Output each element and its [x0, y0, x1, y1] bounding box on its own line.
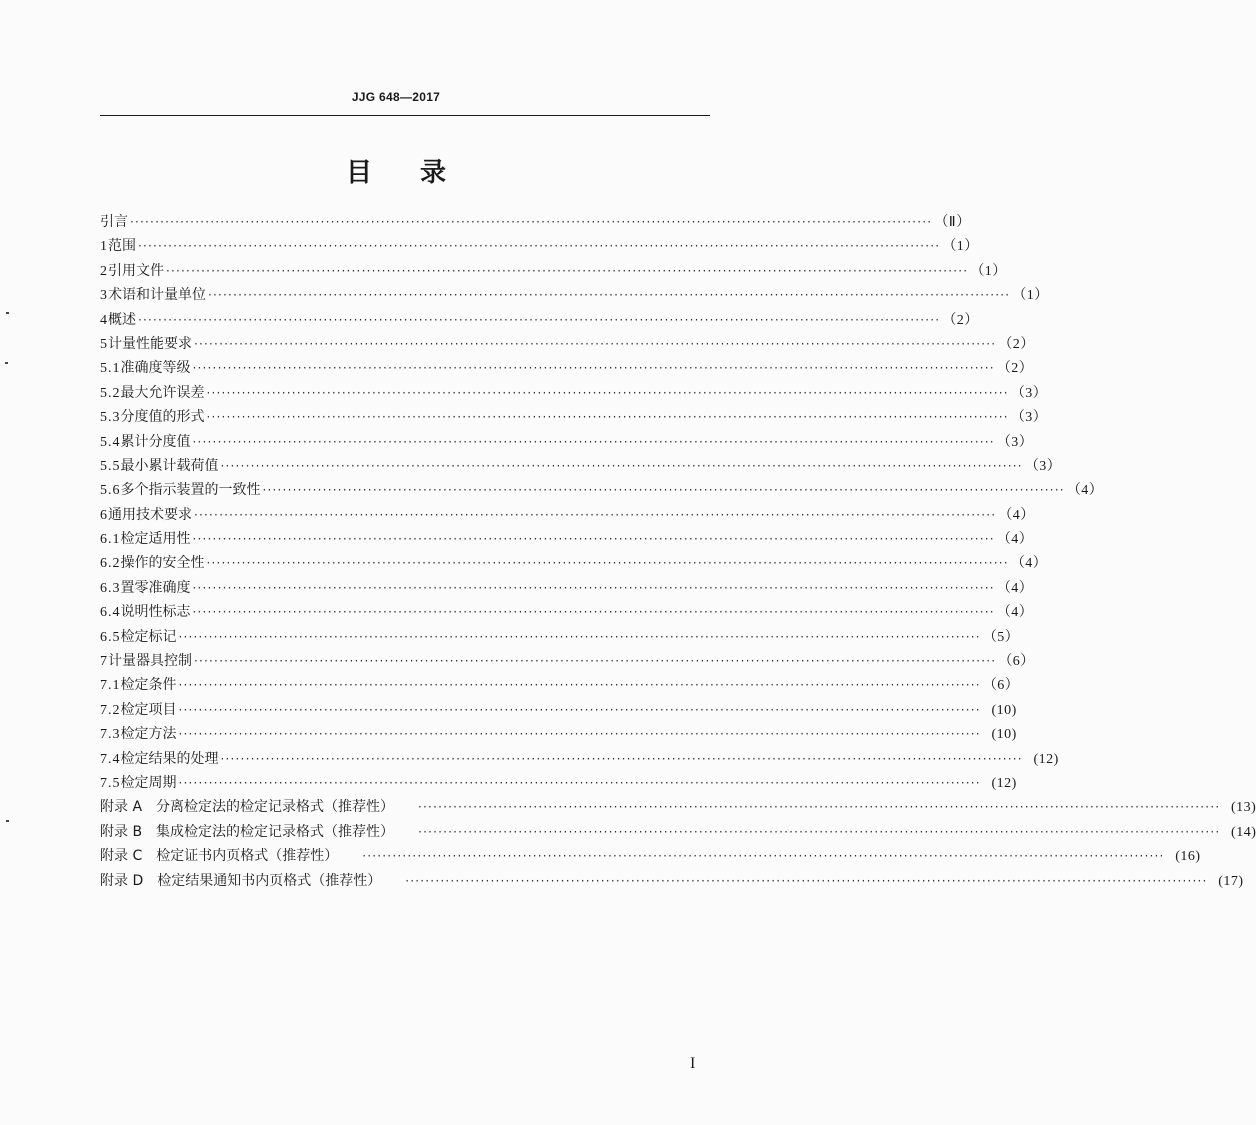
toc-entry [100, 649, 1035, 673]
toc-entry [100, 210, 971, 234]
dot-leader: ································································································································································ [192, 434, 995, 449]
toc-entry-page: （5） [982, 629, 1020, 645]
dot-leader: ································································································································································ [206, 410, 1009, 425]
toc-entry-number: 7.2 [100, 702, 121, 718]
toc-entry-label: 附录 B 集成检定法的检定记录格式（推荐性） [100, 823, 395, 840]
toc-entry [100, 283, 1049, 307]
toc-entry-number: 5 [100, 336, 108, 352]
toc-entry [100, 430, 1034, 454]
toc-entry-label: 检定项目 [120, 701, 177, 718]
dot-leader: ································································································································································ [418, 824, 1221, 839]
toc-entry-page: (10) [991, 727, 1017, 743]
dot-leader: ································································································································································ [138, 239, 941, 254]
toc-entry-label: 引用文件 [108, 262, 164, 279]
toc-entry-label: 引言 [100, 214, 128, 230]
toc-entry-page: (13) [1231, 800, 1256, 816]
dot-leader: ································································································································································ [178, 629, 981, 644]
toc-entry-page: (14) [1231, 824, 1256, 840]
dot-leader: ································································································································································ [362, 849, 1165, 864]
toc-entry-page: (16) [1175, 849, 1201, 865]
toc-entry-number: 7 [100, 654, 108, 670]
toc-entry-label: 检定条件 [120, 677, 177, 694]
scan-speck [6, 820, 9, 822]
toc-entry-number: 7.3 [100, 727, 121, 743]
toc-entry [100, 600, 1034, 624]
toc-entry-number: 6.1 [100, 532, 121, 548]
toc-entry-number: 6.4 [100, 605, 121, 621]
toc-entry-number: 2 [100, 263, 108, 279]
toc-entry-page: （1） [1012, 288, 1049, 304]
toc-entry-label: 计量性能要求 [108, 335, 192, 352]
toc-entry [100, 527, 1034, 551]
dot-leader: ································································································································································ [178, 678, 981, 693]
document-code: JJG 648—2017 [351, 90, 441, 104]
toc-entry [100, 356, 1034, 380]
toc-entry [100, 844, 1201, 868]
toc-entry-page: （3） [1010, 385, 1048, 401]
page-number: I [690, 1055, 696, 1072]
dot-leader: ································································································································································ [166, 263, 969, 278]
toc-entry-page: （6） [998, 654, 1035, 670]
dot-leader: ································································································································································ [220, 751, 1023, 766]
toc-entry [100, 478, 1104, 502]
toc-entry-page: （1） [942, 239, 979, 255]
dot-leader: ································································································································································ [138, 312, 941, 327]
toc-entry [100, 747, 1059, 771]
toc-entry-page: (17) [1218, 873, 1244, 889]
toc-entry-number: 6.3 [100, 580, 121, 596]
dot-leader: ································································································································································ [192, 605, 995, 620]
toc-entry-label: 分度值的形式 [120, 409, 205, 426]
toc-entry-number: 6.5 [100, 629, 121, 645]
toc-entry-page: （4） [998, 507, 1035, 523]
header-rule [100, 115, 710, 116]
toc-entry [100, 308, 979, 332]
toc-entry [100, 673, 1020, 697]
dot-leader: ································································································································································ [418, 800, 1221, 815]
toc-entry-label: 检定标记 [120, 628, 177, 645]
toc-entry-label: 说明性标志 [120, 604, 191, 621]
toc-entry-page: （4） [996, 580, 1034, 596]
toc-entry [100, 820, 1256, 844]
toc-entry-page: (12) [1033, 751, 1059, 767]
toc-entry-page: （2） [998, 336, 1035, 352]
toc-entry [100, 795, 1256, 819]
toc-entry-page: (10) [991, 702, 1017, 718]
toc-entry-label: 累计分度值 [120, 433, 191, 450]
toc-entry-label: 检定适用性 [120, 531, 191, 548]
dot-leader: ································································································································································ [194, 336, 997, 351]
dot-leader: ································································································································································ [194, 654, 997, 669]
dot-leader: ································································································································································ [208, 288, 1011, 303]
dot-leader: ································································································································································ [220, 458, 1023, 473]
toc-entry [100, 454, 1062, 478]
dot-leader: ································································································································································ [206, 556, 1009, 571]
toc-entry-number: 7.4 [100, 751, 121, 767]
toc-entry-page: （3） [1010, 410, 1048, 426]
toc-entry-page: （1） [970, 263, 1007, 279]
toc-entry [100, 234, 979, 258]
dot-leader: ································································································································································ [178, 702, 981, 717]
dot-leader: ································································································································································ [206, 385, 1009, 400]
toc-entry-number: 7.5 [100, 775, 121, 791]
toc-entry [100, 259, 1007, 283]
toc-entry [100, 405, 1048, 429]
toc-entry-page: （6） [982, 678, 1020, 694]
dot-leader: ································································································································································ [262, 483, 1065, 498]
toc-entry-label: 附录 C 检定证书内页格式（推荐性） [100, 848, 339, 865]
toc-entry-page: （3） [1024, 458, 1062, 474]
toc-entry [100, 381, 1048, 405]
toc-entry-number: 7.1 [100, 678, 121, 694]
toc-entry-label: 操作的安全性 [120, 555, 205, 572]
dot-leader: ································································································································································ [178, 727, 981, 742]
dot-leader: ································································································································································ [192, 532, 995, 547]
dot-leader: ································································································································································ [194, 507, 997, 522]
toc-entry-label: 准确度等级 [120, 360, 191, 377]
toc-entry-page: （2） [996, 361, 1034, 377]
toc-entry [100, 503, 1035, 527]
toc-entry [100, 576, 1034, 600]
toc-entry-label: 术语和计量单位 [108, 287, 206, 304]
toc-entry [100, 869, 1244, 893]
toc-entry-number: 5.1 [100, 361, 121, 377]
toc-entry [100, 722, 1017, 746]
toc-entry-label: 概述 [108, 311, 136, 328]
toc-entry-number: 5.3 [100, 410, 121, 426]
toc-entry-page: （4） [1010, 556, 1048, 572]
toc-entry [100, 698, 1017, 722]
title-char-2: 录 [420, 158, 447, 188]
toc-entry-label: 检定方法 [120, 726, 177, 743]
dot-leader: ································································································································································ [192, 580, 995, 595]
toc-entry-label: 检定结果的处理 [120, 750, 219, 767]
toc-entry-label: 多个指示装置的一致性 [120, 482, 261, 499]
toc-entry [100, 332, 1035, 356]
toc-entry-label: 范围 [108, 238, 136, 255]
toc-entry-number: 6.2 [100, 556, 121, 572]
toc-entry [100, 551, 1048, 575]
toc-entry-number: 5.6 [100, 483, 121, 499]
table-of-contents [100, 210, 1256, 893]
dot-leader: ································································································································································ [405, 873, 1208, 888]
page-title [0, 152, 792, 189]
toc-entry-number: 5.5 [100, 458, 121, 474]
toc-entry-label: 置零准确度 [120, 579, 191, 596]
toc-entry-label: 检定周期 [120, 774, 177, 791]
toc-entry-page: （4） [996, 532, 1034, 548]
toc-entry-page: （4） [996, 605, 1034, 621]
toc-entry [100, 771, 1017, 795]
toc-entry-number: 4 [100, 312, 108, 328]
toc-entry-label: 计量器具控制 [108, 653, 192, 670]
toc-entry-page: （4） [1066, 483, 1104, 499]
toc-entry-number: 3 [100, 288, 108, 304]
dot-leader: ································································································································································ [192, 361, 995, 376]
toc-entry-number: 5.2 [100, 385, 121, 401]
toc-entry-label: 通用技术要求 [108, 506, 192, 523]
toc-entry-number: 6 [100, 507, 108, 523]
scan-speck [6, 312, 9, 314]
toc-entry-number: 1 [100, 239, 108, 255]
scan-speck [5, 362, 8, 364]
toc-entry-page: （Ⅱ） [934, 215, 971, 230]
toc-entry-label: 最大允许误差 [120, 384, 205, 401]
toc-entry [100, 625, 1020, 649]
toc-entry-label: 附录 D 检定结果通知书内页格式（推荐性） [100, 872, 382, 889]
dot-leader: ································································································································································ [178, 775, 981, 790]
toc-entry-page: (12) [991, 775, 1017, 791]
title-char-1: 目 [345, 158, 372, 188]
toc-entry-number: 5.4 [100, 434, 121, 450]
toc-entry-page: （2） [942, 312, 979, 328]
toc-entry-page: （3） [996, 434, 1034, 450]
toc-entry-label: 附录 A 分离检定法的检定记录格式（推荐性） [100, 799, 395, 816]
dot-leader: ································································································································································ [130, 215, 933, 229]
toc-entry-label: 最小累计载荷值 [120, 457, 219, 474]
